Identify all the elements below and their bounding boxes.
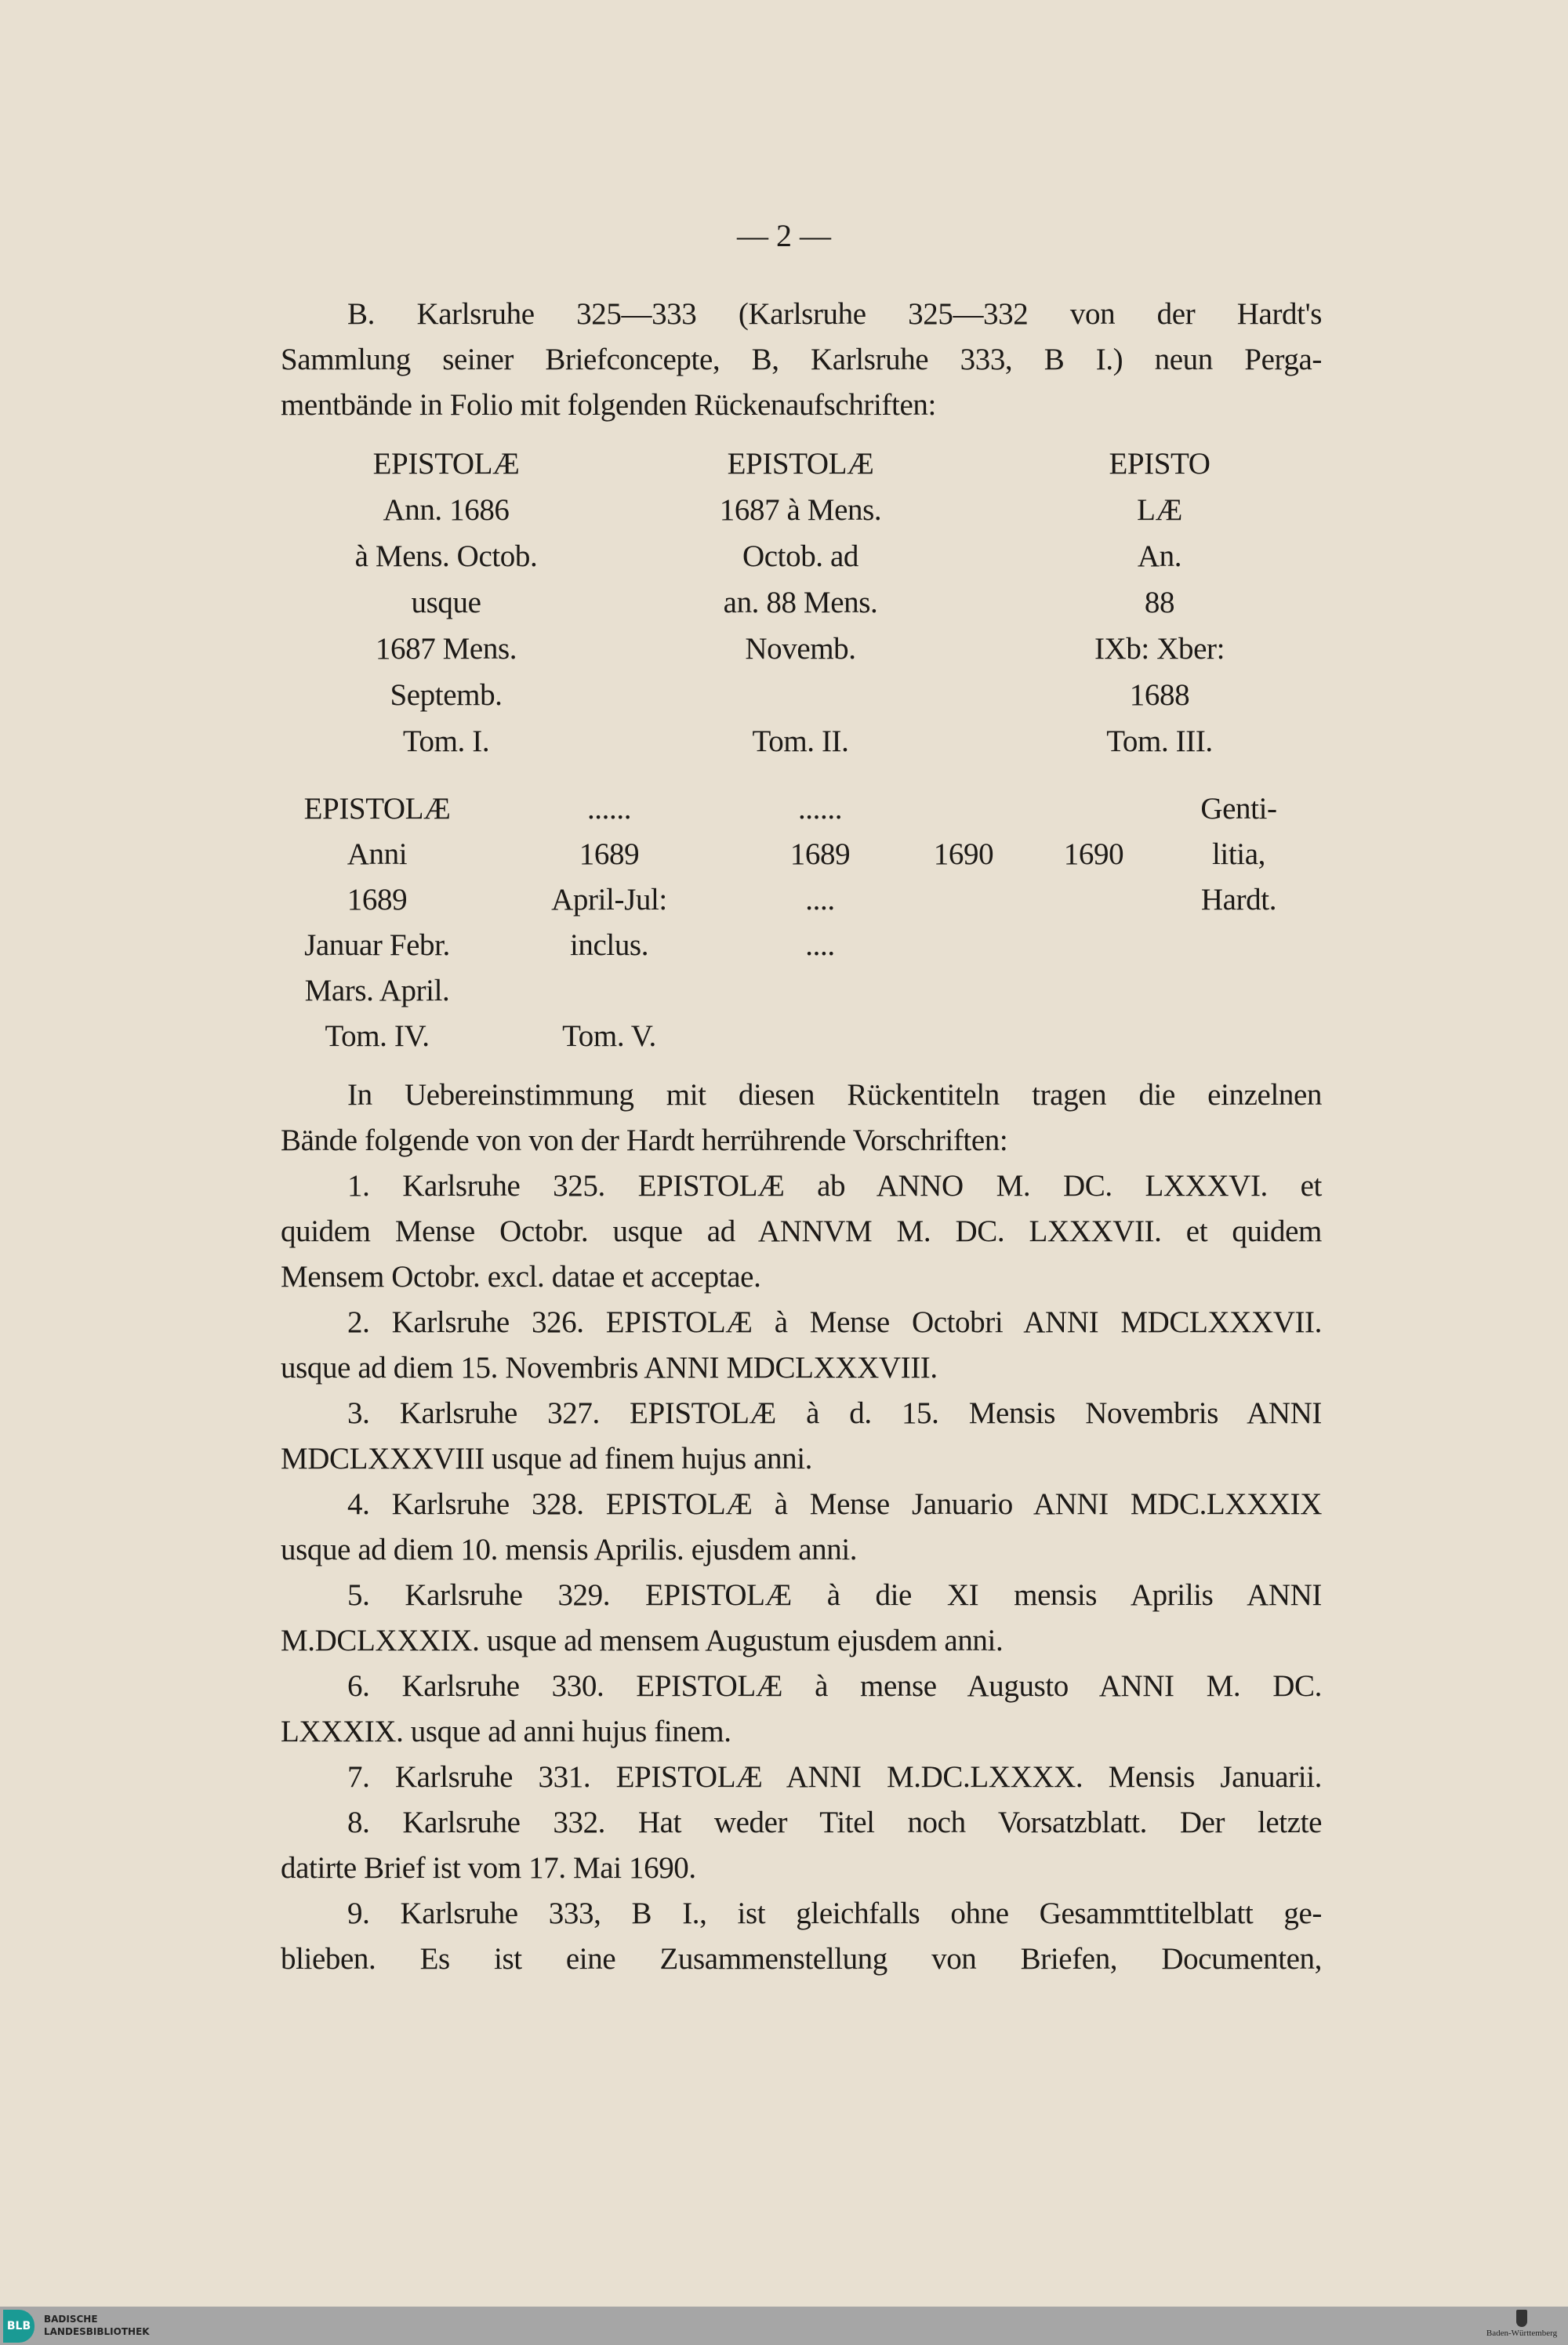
table-cell: Novemb. (745, 632, 856, 666)
table-cell: 88 (1144, 586, 1175, 619)
text-line: 6. Karlsruhe 330. EPISTOLÆ à mense Augusto ANNI M. DC. (347, 1669, 1322, 1703)
text-line: mentbände in Folio mit folgenden Rückenaufschriften: (281, 388, 936, 422)
table-cell: an. 88 Mens. (723, 586, 878, 619)
text-line: Bände folgende von von der Hardt herrührende Vorschriften: (281, 1123, 1008, 1157)
text-line: 8. Karlsruhe 332. Hat weder Titel noch Vorsatzblatt. Der letzte (347, 1806, 1322, 1839)
table-cell: usque (411, 586, 481, 619)
text-line: 9. Karlsruhe 333, B I., ist gleichfalls ohne Gesammttitelblatt ge- (347, 1897, 1322, 1930)
table-column (995, 441, 1324, 764)
text-line: 3. Karlsruhe 327. EPISTOLÆ à d. 15. Mensis Novembris ANNI (347, 1396, 1322, 1430)
library-line-2: LANDESBIBLIOTHEK (44, 2326, 150, 2337)
text-line: MDCLXXXVIII usque ad finem hujus anni. (281, 1442, 813, 1476)
table-cell: à Mens. Octob. (354, 539, 538, 573)
blb-logo-icon[interactable]: BLB (3, 2310, 34, 2343)
footer-bar (0, 2307, 1568, 2345)
table-cell (636, 672, 965, 718)
table-cell: Tom. IV. (325, 1019, 430, 1053)
table-cell: LÆ (1137, 493, 1182, 527)
text-line: M.DCLXXXIX. usque ad mensem Augustum ejusdem anni. (281, 1624, 1004, 1657)
table-cell (1074, 923, 1403, 968)
table-cell: IXb: Xber: (1094, 632, 1225, 666)
table-cell: 1687 à Mens. (719, 493, 882, 527)
table-cell: Januar Febr. (304, 928, 450, 962)
state-name: Baden-Württemberg (1486, 2329, 1558, 2338)
table-cell: ...... (797, 792, 843, 826)
text-line: usque ad diem 15. Novembris ANNI MDCLXXXVIII. (281, 1351, 938, 1385)
table-cell: inclus. (569, 928, 649, 962)
table-cell: 1690 (933, 837, 994, 871)
state-logo[interactable] (1479, 2310, 1565, 2338)
intro-paragraph (281, 292, 1322, 428)
table-cell: Octob. ad (742, 539, 859, 573)
table-cell: Hardt. (1200, 883, 1277, 917)
table-cell: EPISTOLÆ (303, 792, 451, 826)
table-cell: Genti- (1200, 792, 1277, 826)
table-cell: April-Jul: (551, 883, 667, 917)
table-cell: EPISTOLÆ (727, 447, 874, 481)
table-cell: 1687 Mens. (375, 632, 517, 666)
table-column (281, 441, 611, 764)
table-cell: Tom. III. (1106, 724, 1213, 758)
table-cell: 1688 (1129, 678, 1190, 712)
table-cell: 1689 (579, 837, 640, 871)
table-cell: Mars. April. (304, 974, 450, 1007)
table-cell: Septemb. (390, 678, 503, 712)
text-line: Sammlung seiner Briefconcepte, B, Karlsruhe 333, B I.) neun Perga- (281, 343, 1322, 376)
table-cell: .... (805, 883, 835, 917)
text-line: quidem Mense Octobr. usque ad ANNVM M. DC. LXXXVII. et quidem (281, 1214, 1322, 1248)
table-cell: EPISTO (1109, 447, 1210, 481)
text-line: Mensem Octobr. excl. datae et acceptae. (281, 1260, 761, 1294)
table-cell: 1689 (789, 837, 851, 871)
text-line: B. Karlsruhe 325—333 (Karlsruhe 325—332 von der Hardt's (347, 297, 1322, 331)
library-line-1: BADISCHE (44, 2314, 98, 2325)
body-text (281, 1073, 1322, 1982)
table-cell: Tom. V. (562, 1019, 656, 1053)
table-cell: 1690 (1063, 837, 1124, 871)
text-line: 5. Karlsruhe 329. EPISTOLÆ à die XI mensis Aprilis ANNI (347, 1578, 1322, 1612)
table-cell: litia, (1211, 837, 1265, 871)
text-line: 7. Karlsruhe 331. EPISTOLÆ ANNI M.DC.LXXXX. Mensis Januarii. (347, 1760, 1322, 1794)
table-cell: .... (805, 928, 835, 962)
table-cell: EPISTOLÆ (372, 447, 520, 481)
text-line: blieben. Es ist eine Zusammenstellung von Briefen, Documenten, (281, 1942, 1322, 1976)
table-cell (1074, 968, 1403, 1014)
table-cell: ...... (586, 792, 632, 826)
table-cell (1074, 1014, 1403, 1059)
table-cell: Tom. II. (752, 724, 849, 758)
table-cell: Anni (347, 837, 408, 871)
page-number: — 2 — (737, 218, 831, 253)
text-line: In Uebereinstimmung mit diesen Rückentiteln tragen die einzelnen (347, 1078, 1322, 1112)
text-line: 1. Karlsruhe 325. EPISTOLÆ ab ANNO M. DC. LXXXVI. et (347, 1169, 1322, 1203)
text-line: datirte Brief ist vom 17. Mai 1690. (281, 1851, 696, 1885)
text-line: usque ad diem 10. mensis Aprilis. ejusdem anni. (281, 1533, 858, 1566)
table-cell: An. (1137, 539, 1182, 573)
table-cell: Tom. I. (402, 724, 490, 758)
table-column (636, 441, 965, 764)
text-line: 4. Karlsruhe 328. EPISTOLÆ à Mense Januario ANNI MDC.LXXXIX (347, 1487, 1322, 1521)
coat-of-arms-icon (1516, 2310, 1527, 2327)
library-name[interactable] (44, 2313, 150, 2338)
text-line: LXXXIX. usque ad anni hujus finem. (281, 1715, 731, 1748)
table-cell: 1689 (347, 883, 408, 917)
table-column (1074, 786, 1403, 1059)
text-line: 2. Karlsruhe 326. EPISTOLÆ à Mense Octobri ANNI MDCLXXXVII. (347, 1305, 1322, 1339)
table-cell: Ann. 1686 (383, 493, 510, 527)
